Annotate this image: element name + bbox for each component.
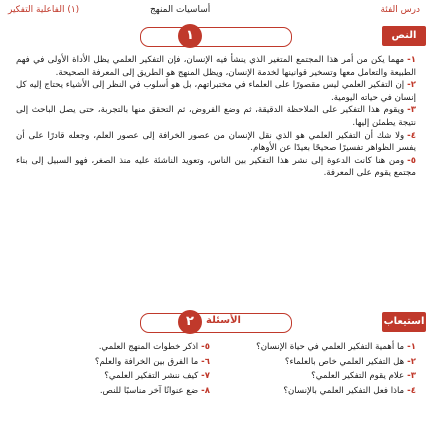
passage-paragraph: ١-مهما يكن من أمر هذا المجتمع المتغير الذي ينشأ فيه الإنسان، فإن التفكير العلمي يظل الأداة الأولى في فهم الطبيعة والتعامل معها وتسخير قوانينها لخدمة الإنسان، ويظل المنهج هو الطريق إلى المعرفة الصحيحة. [16,55,416,78]
question-item: ٨-ضع عنوانًا آخر مناسبًا للنص. [99,385,210,396]
section-pill [140,27,292,47]
passage [16,54,416,180]
header-center-text: أساسيات المنهج [150,5,211,15]
section-header-questions [0,310,430,334]
header-left-text: (١) الفاعلية التفكير [8,5,80,15]
page-header [0,0,430,22]
section-number-badge: ١ [178,24,202,48]
question-item: ٢-هل التفكير العلمي خاص بالعلماء؟ [284,356,416,367]
passage-paragraph: ٢-إن التفكير العلمي ليس مقصورًا على العلماء في مختبراتهم، بل هو أسلوب في النظر إلى الأشياء يحتاج إليه كل إنسان في حياته اليومية. [16,80,416,103]
question-item: ٤-ماذا فعل التفكير العلمي بالإنسان؟ [283,385,416,396]
section-tag: النص [382,26,426,46]
question-item: ٥-اذكر خطوات المنهج العلمي. [98,342,210,352]
passage-paragraph: ٣-ويقوم هذا التفكير على الملاحظة الدقيقة، ثم وضع الفروض، ثم التحقق منها بالتجربة، حتى يصل الباحث إلى نتيجة يطمئن إليها. [16,105,416,128]
section-header-text [0,24,430,48]
header-right-text: درس الفئة [380,5,420,15]
passage-paragraph: ٤-ولا شك أن التفكير العلمي هو الذي نقل الإنسان من عصور الخرافة إلى عصور العلم، وجعله قادرًا على أن يفسر الظواهر تفسيرًا صحيحًا بعيدًا عن الأوهام. [16,130,416,154]
question-item: ١-ما أهمية التفكير العلمي في حياة الإنسان؟ [256,342,416,352]
section-number-badge: ٢ [178,310,202,334]
question-item: ٦-ما الفرق بين الخرافة والعلم؟ [94,356,210,367]
section-tag: استيعاب [382,312,426,332]
question-item: ٧-كيف ننشر التفكير العلمي؟ [104,371,210,381]
question-item: ٣-علام يقوم التفكير العلمي؟ [311,371,416,381]
section-pill-label: الأسئلة [206,315,241,326]
questions-list [16,340,416,398]
passage-paragraph: ٥-ومن هنا كانت الدعوة إلى نشر هذا التفكير بين الناس، وتعويد الناشئة عليه منذ الصغر، فهو السبيل إلى بناء مجتمع يقوم على المعرفة. [16,155,416,179]
